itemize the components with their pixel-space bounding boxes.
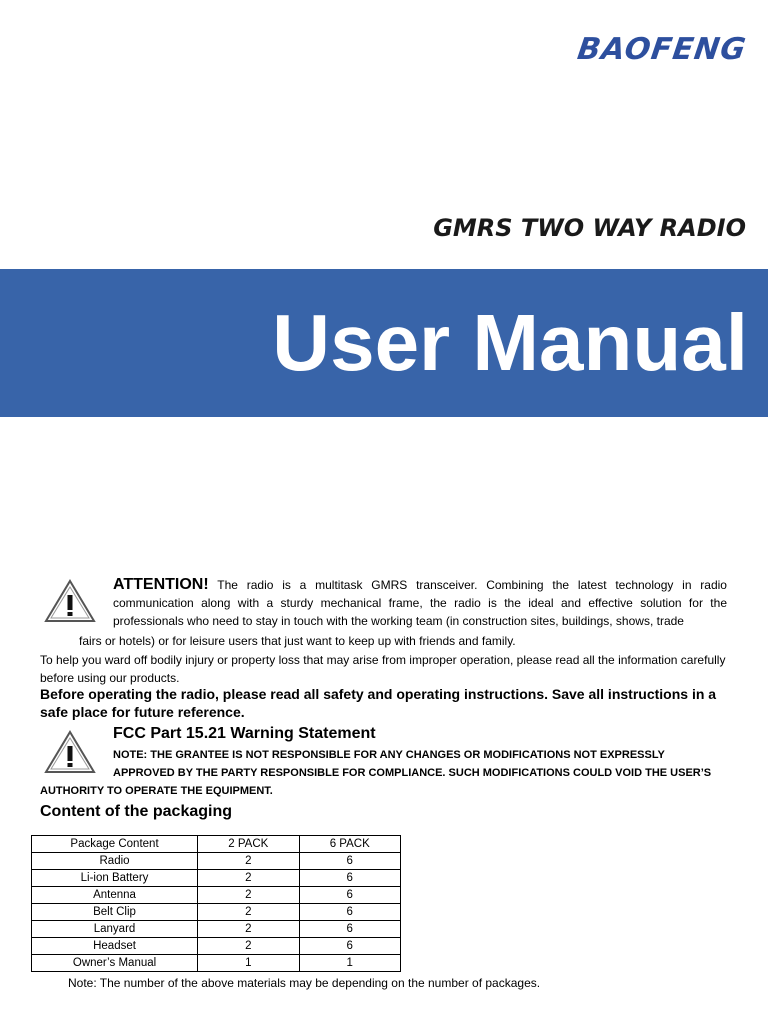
table-row <box>32 853 401 870</box>
table-row <box>32 904 401 921</box>
table-header-row <box>32 836 401 853</box>
table-cell: 6 <box>299 870 400 887</box>
table-cell: 2 <box>198 853 299 870</box>
column-header: 6 PACK <box>299 836 400 853</box>
fcc-note: NOTE: THE GRANTEE IS NOT RESPONSIBLE FOR ANY CHANGES OR MODIFICATIONS NOT EXPRESSLY APPROVED BY THE PARTY RESPONSIBLE FOR COMPLIANCE. SUCH MODIFICATIONS COULD VOID THE USER’S <box>113 749 712 779</box>
table-row <box>32 955 401 972</box>
table-row <box>32 938 401 955</box>
warning-triangle-icon <box>43 729 97 775</box>
table-cell: 2 <box>198 870 299 887</box>
table-cell: Headset <box>32 938 198 955</box>
table-cell: Lanyard <box>32 921 198 938</box>
table-cell: 2 <box>198 938 299 955</box>
table-row <box>32 870 401 887</box>
table-cell: 6 <box>299 853 400 870</box>
table-cell: 6 <box>299 921 400 938</box>
column-header: Package Content <box>32 836 198 853</box>
title-band <box>0 269 768 417</box>
table-cell: 2 <box>198 921 299 938</box>
table-cell: Li-ion Battery <box>32 870 198 887</box>
table-row <box>32 921 401 938</box>
packaging-note: Note: The number of the above materials may be depending on the number of packages. <box>68 976 541 990</box>
packaging-table <box>31 835 401 972</box>
table-cell: Owner’s Manual <box>32 955 198 972</box>
table-cell: 6 <box>299 887 400 904</box>
column-header: 2 PACK <box>198 836 299 853</box>
fcc-heading: FCC Part 15.21 Warning Statement <box>113 725 376 742</box>
warning-triangle-icon <box>43 578 97 624</box>
safety-instruction-bold: Before operating the radio, please read all safety and operating instructions. Save all instructions in a safe place for future reference. <box>40 686 717 720</box>
table-cell: 6 <box>299 938 400 955</box>
brand-logo: BAOFENG <box>575 32 749 67</box>
table-cell: 2 <box>198 887 299 904</box>
table-cell: Belt Clip <box>32 904 198 921</box>
table-cell: 6 <box>299 904 400 921</box>
table-cell: 1 <box>198 955 299 972</box>
table-cell: Radio <box>32 853 198 870</box>
table-cell: Antenna <box>32 887 198 904</box>
attention-text-continued: fairs or hotels) or for leisure users that just want to keep up with friends and family. <box>79 634 516 648</box>
attention-text: The radio is a multitask GMRS transceiver. Combining the latest technology in radio communication along with a sturdy mechanical frame, the radio is the ideal and effective solution for the professionals who need to stay in touch with the working team (in construction sites, buildings, shows, trade <box>113 578 727 628</box>
product-subtitle: GMRS TWO WAY RADIO <box>433 214 746 242</box>
attention-paragraph <box>113 576 727 630</box>
page-title: User Manual <box>272 298 748 387</box>
fcc-note-continued: AUTHORITY TO OPERATE THE EQUIPMENT. <box>40 785 273 797</box>
packaging-heading: Content of the packaging <box>40 803 232 820</box>
table-cell: 2 <box>198 904 299 921</box>
safety-paragraph: To help you ward off bodily injury or property loss that may arise from improper operation, please read all the information carefully before using our products. <box>40 653 726 685</box>
table-row <box>32 887 401 904</box>
attention-heading: ATTENTION! <box>113 576 209 593</box>
table-cell: 1 <box>299 955 400 972</box>
